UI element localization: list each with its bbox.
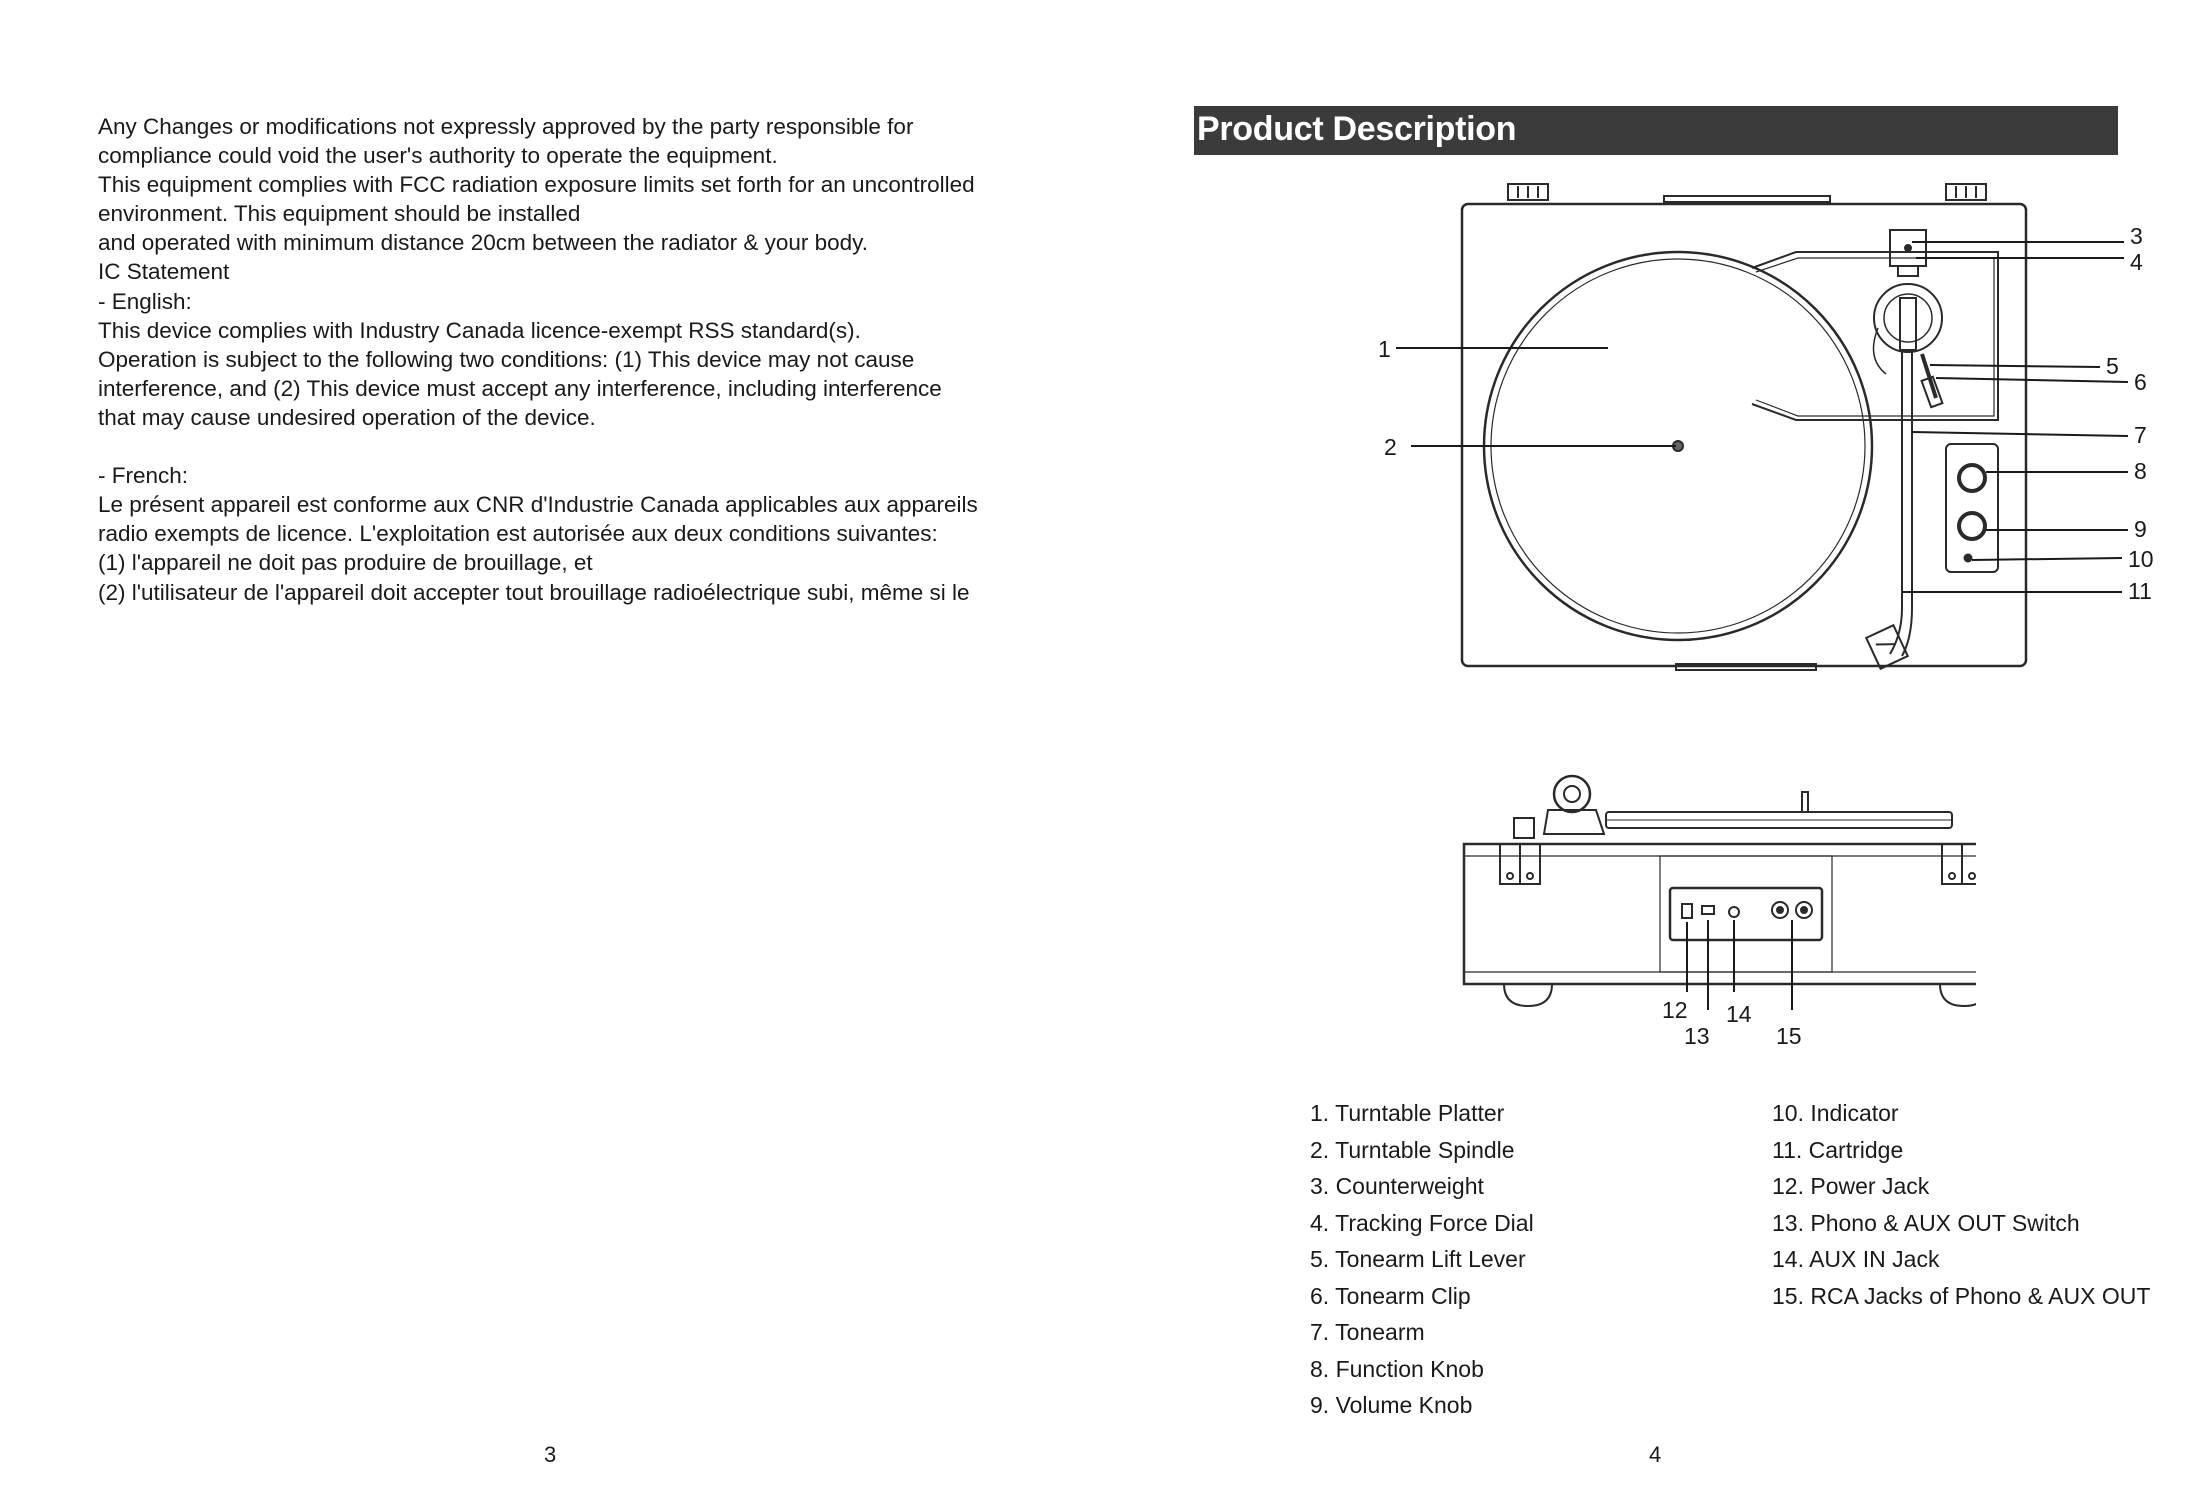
aux-in-jack [1729,907,1739,917]
text-line: Any Changes or modifications not expressly approved by the party responsible for [98,114,914,139]
foot-left [1504,984,1552,1006]
list-item: 13. Phono & AUX OUT Switch [1772,1209,2080,1236]
section-title: Product Description [1197,110,1517,148]
cartridge-side [1514,818,1534,838]
english-heading: - English: [98,288,192,314]
list-item: 14. AUX IN Jack [1772,1246,1940,1272]
text-line: radio exempts de licence. L'exploitation est autorisée aux deux conditions suivantes: [98,521,938,547]
ic-statement-heading: IC Statement [98,259,230,285]
volume-knob [1959,513,1985,539]
list-item: 9. Volume Knob [1310,1392,1473,1418]
text-line: This equipment complies with FCC radiation exposure limits set forth for an uncontrolled [98,172,975,198]
page-number: 3 [544,1442,557,1467]
tracking-force-dial [1898,266,1918,276]
list-item: 3. Counterweight [1310,1173,1484,1199]
callout-11: 11 [2128,578,2152,604]
callout-12: 12 [1662,997,1688,1023]
list-item: 11. Cartridge [1772,1136,1904,1163]
section-header [1194,106,2118,155]
french-heading: - French: [98,463,189,489]
page-number: 4 [1649,1442,1662,1467]
dust-cover-edge [1664,196,1830,202]
cartridge [1866,625,1908,668]
text-line: Le présent appareil est conforme aux CNR d'Industrie Canada applicables aux appareils [98,492,978,518]
callout-15: 15 [1776,1023,1802,1049]
foot-right [1940,984,1976,1006]
indicator-light [1965,555,1972,562]
text-line: This device complies with Industry Canada licence-exempt RSS standard(s). [98,317,861,343]
list-item: 8. Function Knob [1310,1355,1484,1382]
list-item: 2. Turntable Spindle [1310,1136,1515,1163]
callout-8: 8 [2134,458,2147,484]
list-item: 10. Indicator [1772,1100,1899,1126]
callout-7: 7 [2134,422,2147,448]
list-item: 12. Power Jack [1772,1173,1930,1199]
callout-9: 9 [2134,516,2147,542]
turntable-back-view-diagram [1356,760,1976,1070]
rear-callout-labels [1662,997,1802,1049]
counterweight-side [1554,776,1590,812]
phono-aux-switch [1702,906,1714,914]
turntable-top-view-diagram [1266,178,2166,678]
list-item: 15. RCA Jacks of Phono & AUX OUT [1772,1282,2151,1309]
callout-4: 4 [2130,249,2143,275]
compliance-text [98,112,1078,607]
rear-hinge-right [1942,844,1976,884]
text-line: compliance could void the user's authority to operate the equipment. [98,143,778,169]
list-item: 5. Tonearm Lift Lever [1310,1246,1526,1272]
spindle-side [1802,792,1808,812]
callout-5: 5 [2106,353,2119,379]
list-item: 1. Turntable Platter [1310,1100,1505,1126]
rear-hinge-left [1500,844,1540,884]
callout-10: 10 [2128,546,2154,572]
callout-6: 6 [2134,369,2147,395]
function-knob [1959,465,1985,491]
text-line: Operation is subject to the following two conditions: (1) This device may not cause [98,346,915,372]
list-item: 4. Tracking Force Dial [1310,1209,1534,1236]
callout-leaders [1396,242,2128,592]
hinge-right [1946,184,1986,200]
text-line: (2) l'utilisateur de l'appareil doit accepter tout brouillage radioélectrique subi, même si le [98,579,970,605]
callout-3: 3 [2130,223,2143,249]
parts-list-right [1772,1095,2150,1314]
list-item: 6. Tonearm Clip [1310,1282,1471,1309]
callout-14: 14 [1726,1001,1752,1027]
text-line: (1) l'appareil ne doit pas produire de brouillage, et [98,550,593,576]
hinge-left [1508,184,1548,200]
parts-list-left [1310,1095,1534,1424]
right-page [1096,0,2192,1512]
rear-callout-leaders [1687,920,1792,1010]
text-line: that may cause undesired operation of the device. [98,404,596,430]
callout-1: 1 [1378,336,1391,362]
blank-line [98,432,1078,461]
text-line: interference, and (2) This device must accept any interference, including interference [98,375,942,401]
text-line: and operated with minimum distance 20cm between the radiator & your body. [98,230,868,256]
callout-2: 2 [1384,434,1397,460]
callout-13: 13 [1684,1023,1710,1049]
power-jack [1682,904,1692,918]
tonearm-lift-lever [1922,354,1936,398]
list-item: 7. Tonearm [1310,1319,1425,1345]
turntable-base [1462,204,2026,666]
text-line: environment. This equipment should be installed [98,201,581,227]
tonearm-pivot-side [1544,810,1604,834]
